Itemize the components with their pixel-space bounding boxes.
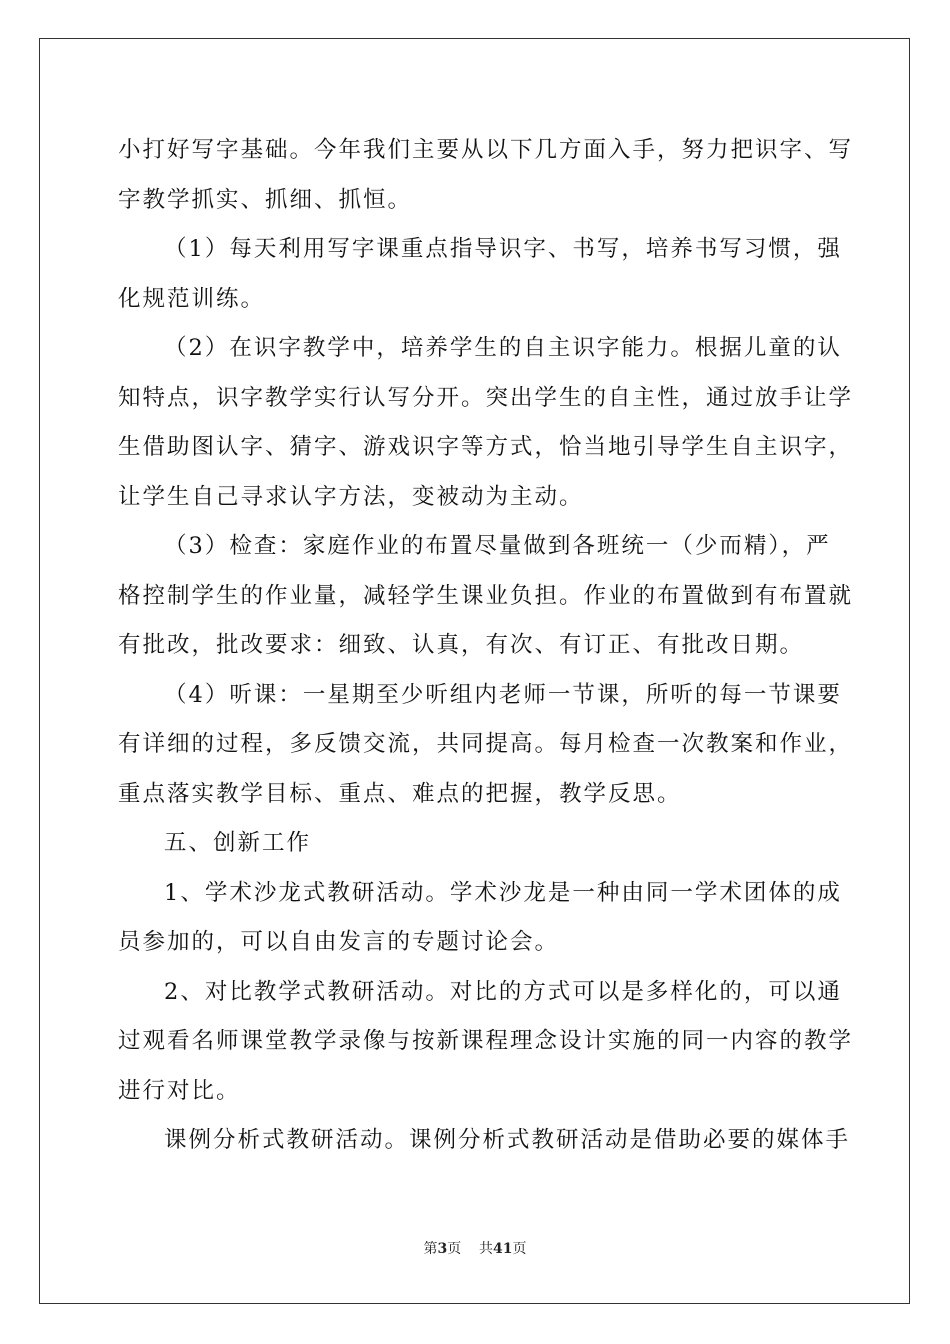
text-line: 2、对比教学式教研活动。对比的方式可以是多样化的，可以通 (164, 978, 842, 1005)
footer-total-suffix: 页 (512, 1241, 527, 1257)
footer-page-suffix: 页 (447, 1241, 462, 1257)
text-line: 五、创新工作 (164, 830, 312, 856)
text-line: 生借助图认字、猜字、游戏识字等方式，恰当地引导学生自主识字， (118, 434, 854, 460)
footer-total-pages: 41 (493, 1241, 513, 1257)
footer-total-prefix: 共 (479, 1241, 494, 1257)
text-line: （2）在识字教学中，培养学生的自主识字能力。根据儿童的认 (164, 335, 842, 361)
text-line: 员参加的，可以自由发言的专题讨论会。 (118, 929, 560, 955)
text-line: 过观看名师课堂教学录像与按新课程理念设计实施的同一内容的教学 (118, 1028, 854, 1054)
text-line: （1）每天利用写字课重点指导识字、书写，培养书写习惯，强 (164, 236, 842, 262)
text-line: 进行对比。 (118, 1077, 241, 1104)
text-line: 重点落实教学目标、重点、难点的把握，教学反思。 (118, 780, 682, 807)
page-footer (0, 1238, 950, 1258)
text-line: （4）听课：一星期至少听组内老师一节课，所听的每一节课要 (164, 681, 842, 708)
text-line: 字教学抓实、抓细、抓恒。 (118, 186, 413, 213)
text-line: 课例分析式教研活动。课例分析式教研活动是借助必要的媒体手 (164, 1127, 851, 1153)
text-line: 知特点，识字教学实行认写分开。突出学生的自主性，通过放手让学 (118, 384, 854, 411)
text-line: 化规范训练。 (118, 285, 266, 312)
footer-page-number: 3 (437, 1241, 448, 1257)
text-line: 有详细的过程，多反馈交流，共同提高。每月检查一次教案和作业， (118, 731, 854, 757)
footer-page-prefix: 第 (423, 1241, 438, 1257)
text-line: （3）检查：家庭作业的布置尽量做到各班统一（少而精），严 (164, 533, 831, 559)
document-body (118, 126, 854, 1166)
text-line: 小打好写字基础。今年我们主要从以下几方面入手，努力把识字、写 (118, 137, 854, 163)
text-line: 有批改，批改要求：细致、认真，有次、有订正、有批改日期。 (118, 632, 805, 658)
text-line: 让学生自己寻求认字方法，变被动为主动。 (118, 483, 584, 510)
text-line: 1、学术沙龙式教研活动。学术沙龙是一种由同一学术团体的成 (164, 879, 842, 906)
text-line: 格控制学生的作业量，减轻学生课业负担。作业的布置做到有布置就 (118, 582, 854, 609)
